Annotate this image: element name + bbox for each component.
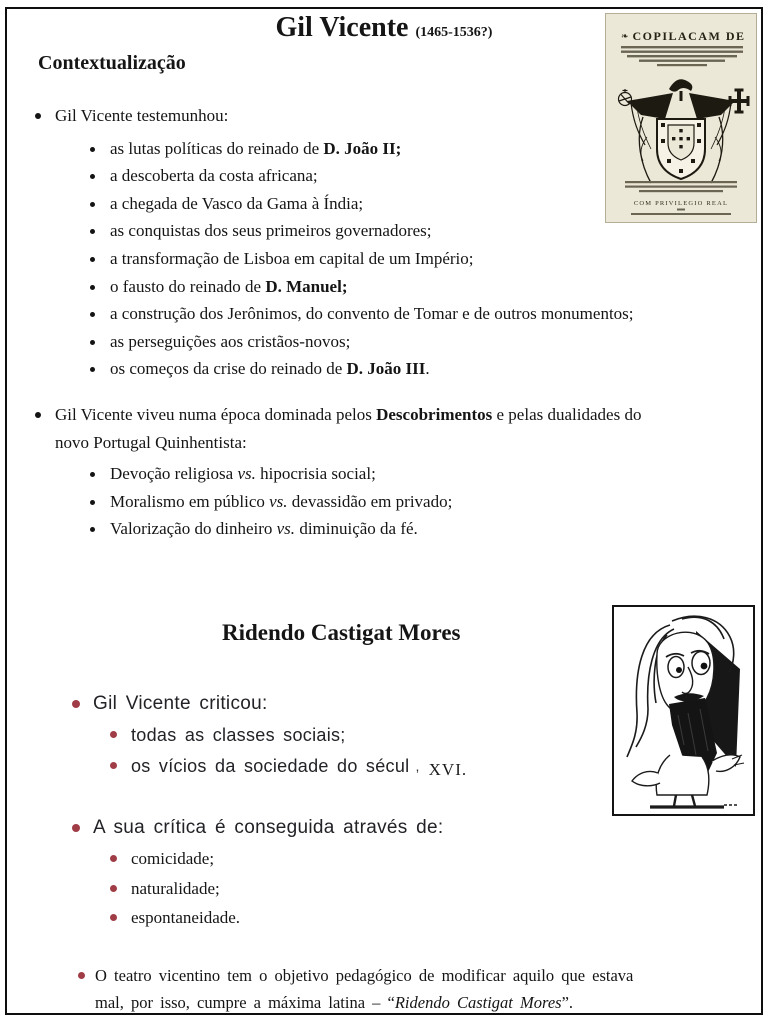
list-item-text: os começos da crise do reinado de [110,359,347,379]
book-cover-image [605,13,757,228]
list-item-text: novo Portugal Quinhentista: [55,433,247,453]
list-item-text: XVI. [428,759,468,779]
tiny-print-lines-bottom [625,181,737,192]
list-item-text: A sua crítica é conseguida através de: [93,817,444,838]
page-title-dates: (1465-1536?) [415,25,493,40]
book-cover-privilege: COM PRIVILEGIO REAL [633,200,729,207]
list-item-text: O teatro vicentino tem o objetivo pedagógico de modificar aquilo que estava [95,966,634,985]
list-item-italic: vs. [237,463,256,483]
list-item [110,903,632,933]
section-heading-ridendo: Ridendo Castigat Mores [222,620,461,645]
section-heading-contextualizacao: Contextualização [38,52,186,74]
page-title: Gil Vicente [275,12,409,43]
list-item [110,720,632,751]
list-item-italic: vs. [269,491,288,511]
list-item [88,273,739,301]
list-item [88,300,739,328]
caricature-image [612,605,755,821]
bullet-icon [90,257,95,262]
list-item-text: e pelas dualidades do [492,404,642,424]
list-item [88,460,739,488]
list-item-text: a chegada de Vasco da Gama à Índia; [110,193,364,213]
bullet-icon [90,229,95,234]
list-item-italic: Ridendo Castigat Mores [394,992,562,1012]
bullet-icon [110,885,117,892]
bullet-icon [90,367,95,372]
bullet-icon [90,202,95,207]
bullet-icon [90,340,95,345]
bullet-icon [90,147,95,152]
list-item-text: hipocrisia social; [255,463,376,483]
book-cover-title: COPILACAM DE [632,29,746,43]
text-fragment: , [415,757,420,774]
list-item-text: Gil Vicente criticou: [93,693,268,714]
bullet-icon [90,285,95,290]
ridendo-list-1 [72,688,632,782]
list-item-text: a descoberta da costa africana; [110,166,318,186]
list-item-text: a construção dos Jerônimos, do convento de Tomar e de outros monumentos; [110,304,634,324]
list-item-text: diminuição da fé. [295,519,418,539]
gil-vicente-caricature-icon [612,605,755,816]
list-item-text: devassidão em privado; [287,491,453,511]
list-item-text: Valorização do dinheiro [110,519,277,539]
list-item [72,812,632,844]
list-item-text: Gil Vicente viveu numa época dominada pelos [55,404,377,424]
list-item-text: Gil Vicente testemunhou: [55,106,229,125]
list-item-italic: vs. [276,519,296,539]
bullet-icon [72,824,80,832]
final-statement-text [78,963,738,1016]
bullet-icon [110,855,117,862]
list-item-text: . [425,359,430,379]
list-item-text: Moralismo em público [110,491,270,511]
bullet-icon [90,500,95,505]
list-item-text: ”. [561,992,574,1012]
list-item-bold: Descobrimentos [376,404,493,424]
bullet-icon [78,972,85,979]
bullet-icon [110,762,117,769]
list-item [88,245,739,273]
list-item-text: a transformação de Lisboa em capital de um Império; [110,248,474,268]
leaf-ornament-icon: ❧ [621,31,629,41]
list-item [88,355,739,383]
list-item-text: comicidade; [131,849,215,868]
list-item [88,515,739,543]
list-item-text: todas as classes sociais; [131,725,346,745]
list-item-bold: D. João III [346,359,426,379]
list-item [110,874,632,904]
list-item [72,688,632,720]
list-item [110,844,632,874]
list-item-text: espontaneidade. [131,908,241,927]
bullet-icon [35,412,41,418]
list-item-bold: D. Manuel; [265,276,348,296]
list-item [88,328,739,356]
bullet-icon [72,700,80,708]
list-item-text: os vícios da sociedade do sécul [131,755,410,776]
list-item [110,751,632,783]
final-statement [78,963,738,1016]
bullet-icon [90,312,95,317]
bullet-icon [110,731,117,738]
bullet-icon [110,914,117,921]
ridendo-list-2 [72,812,632,933]
bullet-icon [35,113,41,119]
list-item-text: Devoção religiosa [110,463,238,483]
list-item-text: as conquistas dos seus primeiros governadores; [110,221,432,241]
list-item-text: o fausto do reinado de [110,276,266,296]
list-item-bold: D. João II; [323,138,402,158]
bullet-icon [90,527,95,532]
list-item-text: as lutas políticas do reinado de [110,138,324,158]
list-item-text: mal, por isso, cumpre a máxima latina – “ [95,992,395,1012]
bullet-icon [90,174,95,179]
list-item [88,488,739,516]
list-item-text: naturalidade; [131,878,220,898]
copilacam-title-page-icon [605,13,757,223]
list-item [33,401,739,458]
bullet-icon [90,472,95,477]
list-item-text: as perseguições aos cristãos-novos; [110,331,351,351]
